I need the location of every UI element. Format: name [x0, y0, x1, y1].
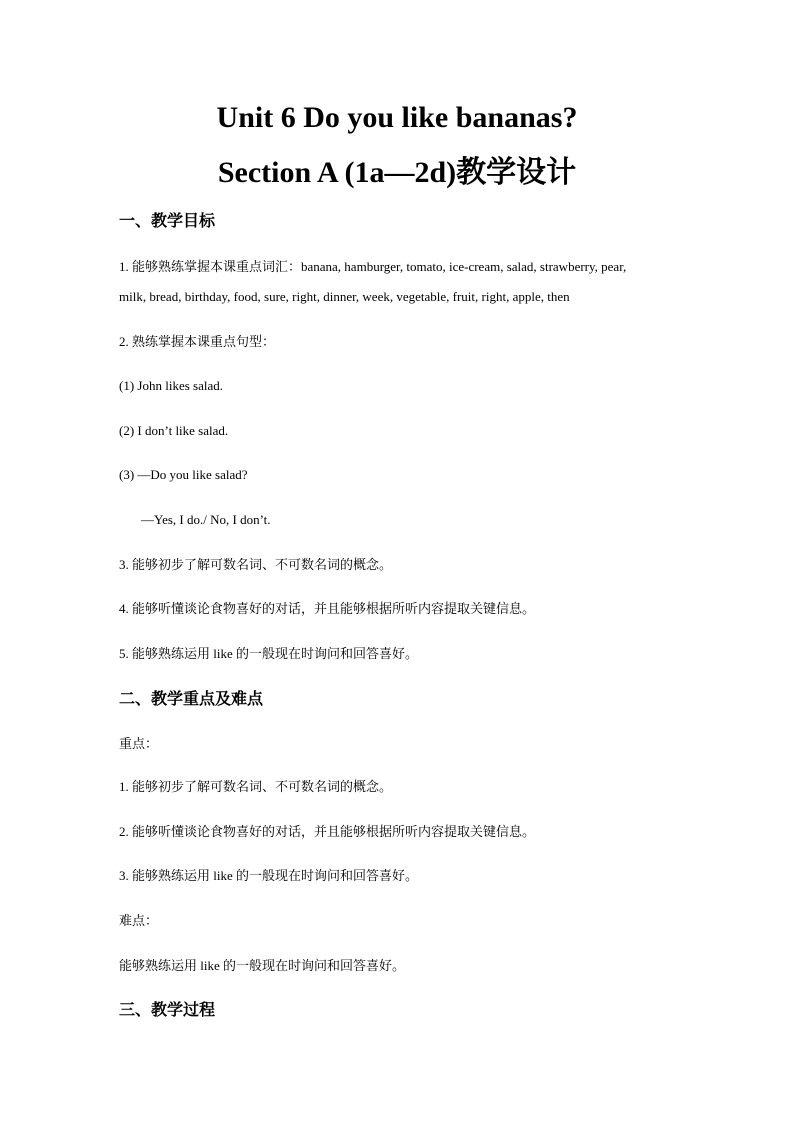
key-points-label: 重点：	[119, 736, 159, 751]
objective-4: 4. 能够听懂谈论食物喜好的对话，并且能够根据所听内容提取关键信息。	[119, 601, 536, 616]
difficulty-label: 难点：	[119, 913, 159, 928]
key-sentence-2: (2) I don’t like salad.	[119, 423, 229, 438]
document-subtitle: Section A (1a—2d)教学设计	[217, 156, 577, 189]
section-heading-process: 三、教学过程	[119, 1000, 216, 1019]
objective-2: 2. 熟练掌握本课重点句型：	[119, 334, 276, 349]
key-point-1: 1. 能够初步了解可数名词、不可数名词的概念。	[119, 779, 393, 794]
key-point-3: 3. 能够熟练运用 like 的一般现在时询问和回答喜好。	[119, 868, 418, 883]
key-sentence-3-answer: —Yes, I do./ No, I don’t.	[141, 512, 271, 527]
section-heading-key-points: 二、教学重点及难点	[119, 689, 264, 708]
key-point-2: 2. 能够听懂谈论食物喜好的对话，并且能够根据所听内容提取关键信息。	[119, 824, 536, 839]
key-sentence-3: (3) —Do you like salad?	[119, 467, 248, 482]
section-heading-objectives: 一、教学目标	[119, 211, 216, 230]
document-title: Unit 6 Do you like bananas?	[216, 101, 578, 134]
key-sentence-1: (1) John likes salad.	[119, 378, 223, 393]
objective-3: 3. 能够初步了解可数名词、不可数名词的概念。	[119, 557, 393, 572]
difficulty-1: 能够熟练运用 like 的一般现在时询问和回答喜好。	[119, 958, 405, 973]
objective-5: 5. 能够熟练运用 like 的一般现在时询问和回答喜好。	[119, 646, 418, 661]
objective-1-line-2: milk, bread, birthday, food, sure, right, dinner, week, vegetable, fruit, right, apple, then	[119, 289, 570, 304]
objective-1-line-1: 1. 能够熟练掌握本课重点词汇：banana, hamburger, tomato, ice-cream, salad, strawberry, pear,	[119, 259, 627, 274]
